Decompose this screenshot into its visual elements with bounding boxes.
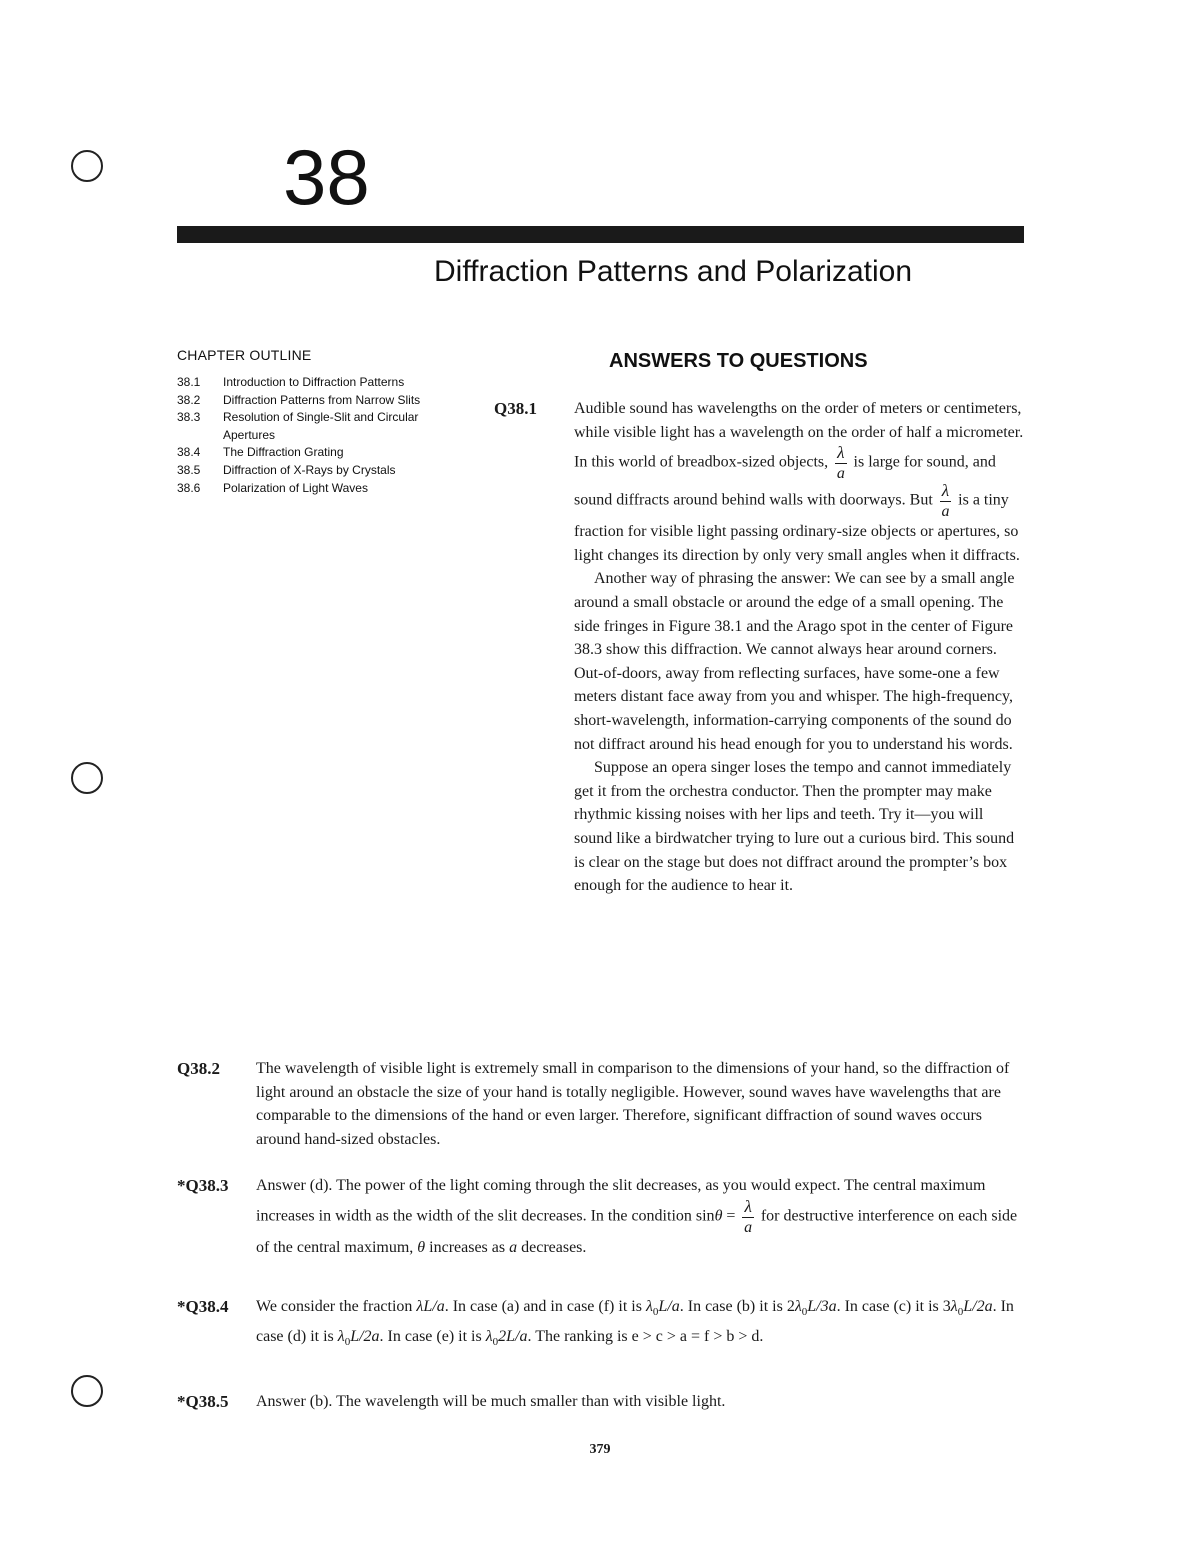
- subscript-zero: 0: [801, 1306, 808, 1319]
- question-label-q38-5: *Q38.5: [177, 1392, 229, 1411]
- chapter-outline: [177, 347, 447, 497]
- answers-heading: ANSWERS TO QUESTIONS: [609, 350, 868, 372]
- answer-text: Audible sound has wavelengths on the order of meters or centimeters, while visible light has a wavelength on the order of half a micrometer. In this world of breadbox-sized objects,: [574, 400, 1024, 471]
- answer-q38-5: Answer (b). The wavelength will be much smaller than with visible light.: [256, 1393, 726, 1410]
- outline-item-number: 38.1: [177, 375, 201, 389]
- outline-item-title: Polarization of Light Waves: [223, 480, 368, 495]
- lambda-symbol: λ: [950, 1298, 958, 1315]
- outline-item-title: Resolution of Single-Slit and Circular Apertures: [223, 410, 419, 442]
- theta-symbol: θ: [417, 1238, 426, 1256]
- lambda-over-a-fraction: [940, 482, 951, 520]
- equals-sign: =: [722, 1207, 740, 1225]
- math-expression: L/a: [423, 1298, 445, 1315]
- answer-text: is large for sound, and sound diffracts around behind walls with doorways. But: [574, 453, 996, 509]
- lambda-symbol: λ: [337, 1327, 345, 1345]
- lambda-symbol: λ: [645, 1298, 653, 1315]
- answer-text: . In case (b) it is 2: [679, 1298, 795, 1315]
- outline-item: [177, 409, 447, 444]
- question-label-q38-2: Q38.2: [177, 1059, 220, 1078]
- answer-text: . In case (d) it is: [256, 1298, 1014, 1345]
- theta-symbol: θ: [714, 1207, 723, 1225]
- subscript-zero: 0: [652, 1306, 659, 1319]
- answer-text: . In case (a) and in case (f) it is: [444, 1298, 646, 1315]
- outline-item: [177, 392, 447, 410]
- subscript-zero: 0: [957, 1306, 964, 1319]
- lambda-symbol: λ: [416, 1298, 424, 1315]
- answer-text: . The ranking is e > c > a = f > b > d.: [527, 1327, 764, 1345]
- outline-item-title: The Diffraction Grating: [223, 445, 344, 460]
- answer-q38-4: [256, 1295, 1026, 1355]
- answer-q38-3: [256, 1174, 1026, 1259]
- fraction-numerator: λ: [941, 481, 950, 501]
- outline-heading: CHAPTER OUTLINE: [177, 347, 312, 363]
- outline-item-number: 38.4: [177, 445, 201, 460]
- outline-item-title: Diffraction of X-Rays by Crystals: [223, 462, 396, 477]
- answer-text: . In case (e) it is: [379, 1327, 486, 1345]
- answer-text: for destructive interference on each side of the central maximum,: [256, 1207, 1018, 1256]
- lambda-symbol: λ: [794, 1298, 802, 1315]
- answer-paragraph: [574, 397, 1024, 567]
- answer-q38-2: The wavelength of visible light is extremely small in comparison to the dimensions of your hand, so the diffraction of light around an obstacle the size of your hand is totally negligible. However, sound waves have wavelengths that are comparable to the dimensions of the hand or even larger. Therefore, significant diffraction of sound waves occurs around hand-sized obstacles.: [256, 1060, 1010, 1148]
- fraction-numerator: λ: [837, 443, 845, 463]
- variable-a: a: [509, 1238, 518, 1256]
- question-label-q38-4: *Q38.4: [177, 1297, 229, 1316]
- math-expression: L/2a: [350, 1327, 380, 1345]
- answer-paragraph: Suppose an opera singer loses the tempo and cannot immediately get it from the orchestra conductor. Then the prompter may make rhythmic kissing noises with her lips and teeth. Try it—you will sound like a birdwatcher trying to lure out a curious bird. This sound is clear on the stage but does not diffract around the prompter’s box enough for the audience to hear it.: [574, 759, 1015, 895]
- fraction-denominator: a: [836, 465, 845, 483]
- page-number: 379: [589, 1442, 611, 1457]
- lambda-symbol: λ: [485, 1327, 493, 1345]
- subscript-zero: 0: [344, 1335, 351, 1348]
- answer-text: is a tiny fraction for visible light passing ordinary-size objects or apertures, so light changes its direction by only very small angles when it diffracts.: [574, 491, 1020, 564]
- lambda-over-a-fraction: [835, 444, 846, 482]
- math-expression: L/a: [658, 1298, 680, 1315]
- math-expression: 2L/a: [498, 1327, 528, 1345]
- chapter-rule: [177, 226, 1024, 243]
- outline-item-number: 38.5: [177, 462, 201, 477]
- outline-item-title: Introduction to Diffraction Patterns: [223, 375, 405, 389]
- outline-item: [177, 374, 447, 392]
- answer-text: We consider the fraction: [256, 1298, 417, 1315]
- subscript-zero: 0: [492, 1335, 499, 1348]
- answer-q38-1: [574, 397, 1024, 898]
- fraction-denominator: a: [941, 503, 950, 521]
- answer-text: . In case (c) it is 3: [836, 1298, 951, 1315]
- outline-item-number: 38.3: [177, 410, 201, 425]
- outline-item: [177, 462, 447, 480]
- outline-item-number: 38.6: [177, 480, 201, 495]
- question-label-q38-1: Q38.1: [494, 399, 537, 418]
- binder-hole-top: [71, 150, 103, 182]
- outline-item-number: 38.2: [177, 392, 201, 407]
- answer-text: increases as: [425, 1238, 510, 1256]
- outline-item: [177, 444, 447, 462]
- fraction-numerator: λ: [744, 1196, 752, 1216]
- math-expression: L/3a: [807, 1298, 837, 1315]
- question-label-q38-3: *Q38.3: [177, 1176, 229, 1195]
- binder-hole-bottom: [71, 1375, 103, 1407]
- math-expression: L/2a: [963, 1298, 993, 1315]
- chapter-title: Diffraction Patterns and Polarization: [434, 255, 913, 288]
- answer-text: decreases.: [517, 1238, 587, 1256]
- lambda-over-a-fraction: [742, 1198, 753, 1236]
- answer-text: Answer (d). The power of the light coming through the slit decreases, as you would expect. The central maximum increases in width as the width of the slit decreases. In the condition sin: [256, 1177, 986, 1225]
- chapter-number: 38: [283, 133, 370, 221]
- outline-item-title: Diffraction Patterns from Narrow Slits: [223, 392, 421, 407]
- outline-item: [177, 480, 447, 498]
- answer-paragraph: Another way of phrasing the answer: We can see by a small angle around a small obstacle or around the edge of a small opening. The side fringes in Figure 38.1 and the Arago spot in the center of Figure 38.3 show this diffraction. We cannot always hear around corners. Out-of-doors, away from reflecting surfaces, have some-one a few meters distant face away from you and whisper. The high-frequency, short-wavelength, information-carrying components of the sound do not diffract around his head enough for you to understand his words.: [574, 570, 1015, 753]
- binder-hole-middle: [71, 762, 103, 794]
- fraction-denominator: a: [744, 1218, 753, 1236]
